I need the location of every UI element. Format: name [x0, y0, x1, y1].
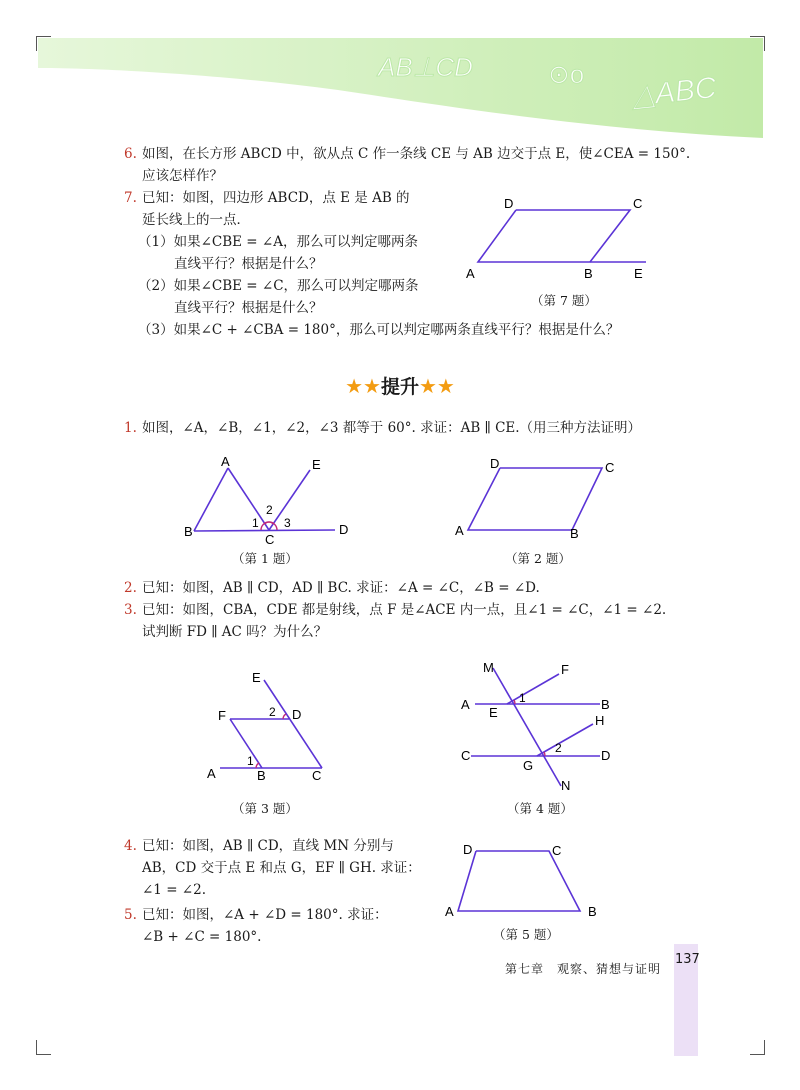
p4-label-n: N — [561, 778, 571, 793]
p2-text: 已知：如图，AB ∥ CD，AD ∥ BC. 求证：∠A = ∠C，∠B = ∠D. — [142, 580, 540, 596]
p4-label-m: M — [483, 660, 494, 675]
p1-label-d: D — [339, 522, 349, 537]
p4-label-a: A — [461, 697, 470, 712]
p3-number: 3. — [124, 602, 137, 618]
p2-label-a: A — [455, 523, 464, 538]
q7-sub2b: 直线平行？根据是什么？ — [174, 300, 323, 316]
p3-label-d: D — [292, 707, 302, 722]
q6-number: 6. — [124, 146, 137, 162]
p3-label-b: B — [257, 768, 266, 783]
p3-line2: 试判断 FD ∥ AC 吗？为什么？ — [142, 624, 328, 640]
q7-sub3: （3）如果∠C + ∠CBA = 180°，那么可以判定哪两条直线平行？根据是什么？ — [138, 322, 620, 338]
p4-label-g: G — [523, 758, 534, 773]
p3-angle-2: 2 — [269, 705, 276, 719]
p4-label-d: D — [601, 748, 611, 763]
p1-text: 如图，∠A，∠B，∠1，∠2，∠3 都等于 60°. 求证：AB ∥ CE.（用三种方法证明） — [142, 420, 642, 436]
p1-label-e: E — [312, 457, 321, 472]
p2-label-b: B — [570, 526, 579, 541]
p1-angle-2: 2 — [266, 503, 273, 517]
q7-sub2a: （2）如果∠CBE = ∠C，那么可以判定哪两条 — [138, 278, 419, 294]
p5-label-c: C — [552, 843, 562, 858]
q7-line1: 已知：如图，四边形 ABCD，点 E 是 AB 的 — [142, 190, 410, 206]
figure-p2 — [452, 454, 632, 544]
figure-p3 — [202, 668, 342, 783]
q6-line2: 应该怎样作？ — [142, 168, 223, 184]
q7-caption: （第 7 题） — [531, 293, 597, 308]
q7-label-b: B — [584, 266, 593, 281]
p1-number: 1. — [124, 420, 137, 436]
p4-angle-2: 2 — [555, 741, 562, 755]
p3-line1: 已知：如图，CBA，CDE 都是射线，点 F 是∠ACE 内一点，且∠1 = ∠C，∠1 = ∠2. — [142, 602, 667, 618]
banner-symbol-perpendicular: AB⊥CD — [378, 52, 473, 82]
crop-mark-bottom-right — [750, 1040, 765, 1055]
crop-mark-top-right — [750, 36, 765, 51]
figure-p4 — [455, 656, 625, 796]
q7-label-e: E — [634, 266, 643, 281]
p5-label-d: D — [463, 842, 473, 857]
header-banner — [38, 38, 763, 138]
figure-q7 — [460, 192, 660, 287]
p1-label-a: A — [221, 454, 230, 469]
p3-label-c: C — [312, 768, 322, 783]
p1-angle-1: 1 — [252, 516, 259, 530]
p1-label-c: C — [265, 532, 275, 547]
p3-label-e: E — [252, 670, 261, 685]
q7-sub1b: 直线平行？根据是什么？ — [174, 256, 323, 272]
p2-caption: （第 2 题） — [505, 551, 571, 566]
section-title — [0, 372, 800, 399]
p4-label-h: H — [595, 713, 605, 728]
p4-line2: AB，CD 交于点 E 和点 G，EF ∥ GH. 求证： — [142, 860, 421, 876]
banner-symbol-circle: ⊙o — [548, 59, 585, 89]
p4-angle-1: 1 — [519, 691, 526, 705]
p2-label-d: D — [490, 456, 500, 471]
crop-mark-top-left — [36, 36, 51, 51]
crop-mark-bottom-left — [36, 1040, 51, 1055]
p4-label-e: E — [489, 705, 498, 720]
p5-label-b: B — [588, 904, 597, 919]
page-number: 137 — [675, 952, 700, 967]
p2-number: 2. — [124, 580, 137, 596]
p5-line2: ∠B + ∠C = 180°. — [142, 929, 262, 945]
p3-label-f: F — [218, 708, 226, 723]
q7-label-c: C — [633, 196, 643, 211]
q7-number: 7. — [124, 190, 137, 206]
q7-sub1a: （1）如果∠CBE = ∠A，那么可以判定哪两条 — [138, 234, 418, 250]
p5-number: 5. — [124, 907, 137, 923]
p5-line1: 已知：如图，∠A + ∠D = 180°. 求证： — [142, 907, 388, 923]
p4-caption: （第 4 题） — [507, 801, 573, 816]
p5-caption: （第 5 题） — [493, 927, 559, 942]
p5-label-a: A — [445, 904, 454, 919]
section-title-text: 提升 — [380, 376, 419, 398]
star-icon-right: ★★ — [419, 374, 455, 398]
p4-label-b: B — [601, 697, 610, 712]
figure-p1 — [180, 452, 360, 547]
p3-label-a: A — [207, 766, 216, 781]
q7-label-a: A — [466, 266, 475, 281]
q6-line1: 如图，在长方形 ABCD 中，欲从点 C 作一条线 CE 与 AB 边交于点 E，使∠CEA = 150°. — [142, 146, 691, 162]
chapter-title: 第七章 观察、猜想与证明 — [505, 962, 662, 976]
q7-line2: 延长线上的一点． — [142, 212, 250, 228]
figure-p5 — [440, 838, 610, 923]
p3-caption: （第 3 题） — [232, 801, 298, 816]
p4-line1: 已知：如图，AB ∥ CD，直线 MN 分别与 — [142, 838, 394, 854]
q7-label-d: D — [504, 196, 514, 211]
p4-label-c: C — [461, 748, 471, 763]
p4-number: 4. — [124, 838, 137, 854]
p1-angle-3: 3 — [284, 516, 291, 530]
p2-label-c: C — [605, 460, 615, 475]
banner-symbol-triangle: △ABC — [630, 71, 719, 113]
star-icon-left: ★★ — [345, 374, 381, 398]
p1-label-b: B — [184, 524, 193, 539]
p1-caption: （第 1 题） — [232, 551, 298, 566]
p4-label-f: F — [561, 662, 569, 677]
p3-angle-1: 1 — [247, 754, 254, 768]
p4-line3: ∠1 = ∠2. — [142, 882, 206, 898]
